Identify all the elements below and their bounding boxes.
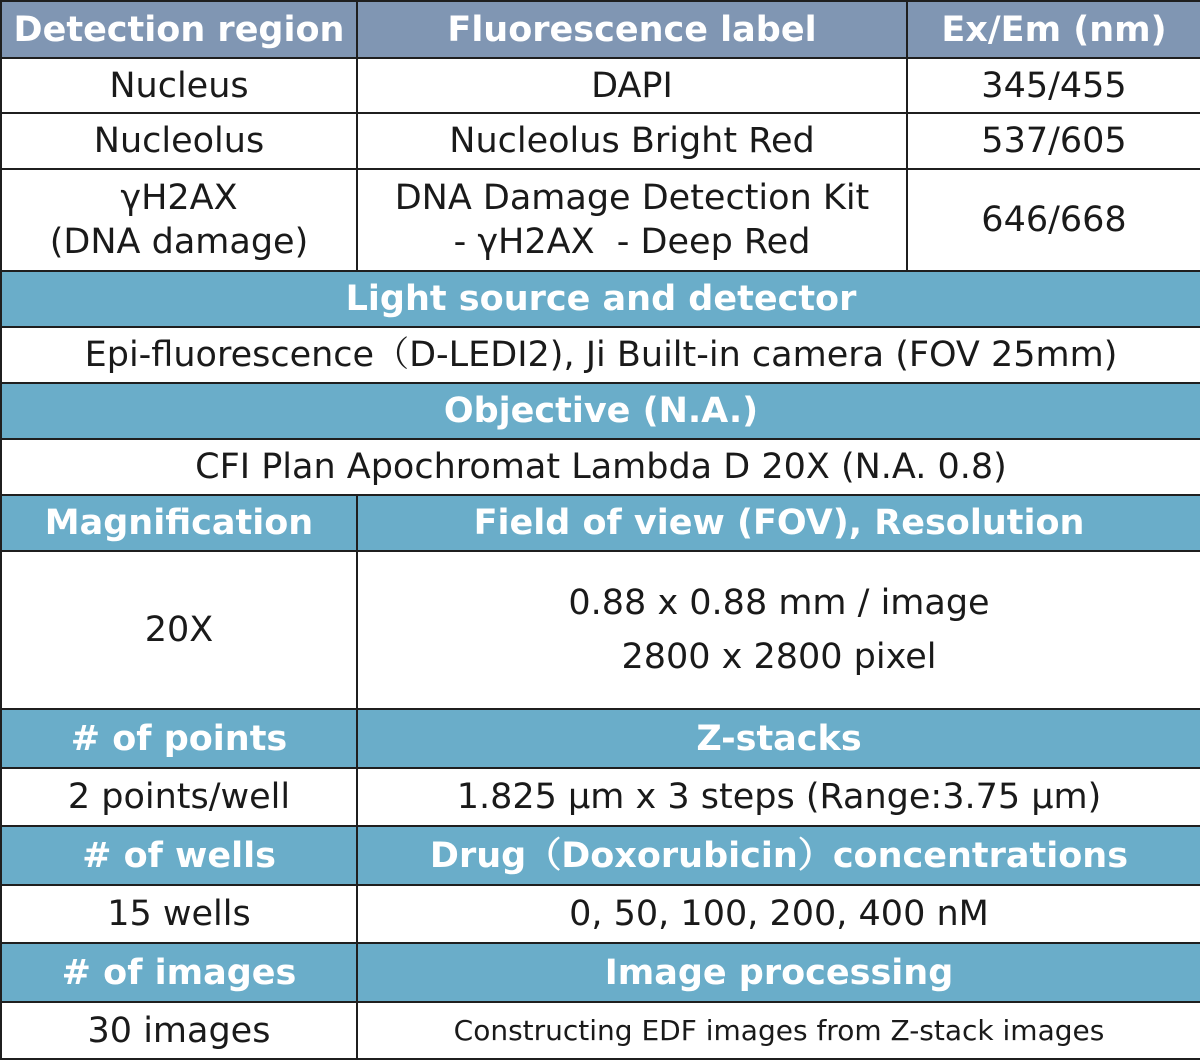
images-header-row: [1, 943, 1200, 1002]
region-line-2: (DNA damage): [49, 222, 309, 262]
magnification-header: Magnification: [1, 495, 357, 551]
light-source-value: Epi-fluorescence（D-LEDI2), Ji Built-in camera (FOV 25mm): [1, 327, 1200, 383]
label-cell: Nucleolus Bright Red: [357, 113, 907, 169]
points-header: # of points: [1, 709, 357, 768]
magnification-value: 20X: [1, 551, 357, 709]
points-header-row: [1, 709, 1200, 768]
table-row: [1, 58, 1200, 113]
fov-line-2: 2800 x 2800 pixel: [621, 637, 937, 677]
drug-value: 0, 50, 100, 200, 400 nM: [357, 885, 1200, 943]
processing-value: Constructing EDF images from Z-stack images: [357, 1002, 1200, 1059]
light-source-header: Light source and detector: [1, 271, 1200, 327]
label-cell: [357, 169, 907, 271]
zstacks-value: 1.825 μm x 3 steps (Range:3.75 μm): [357, 768, 1200, 826]
label-line-1: DNA Damage Detection Kit: [394, 178, 870, 218]
detection-region-header: Detection region: [1, 1, 357, 58]
table-row: [1, 885, 1200, 943]
objective-value: CFI Plan Apochromat Lambda D 20X (N.A. 0.8): [1, 439, 1200, 495]
table-row: [1, 113, 1200, 169]
region-cell: [1, 169, 357, 271]
exem-cell: 646/668: [907, 169, 1200, 271]
images-header: # of images: [1, 943, 357, 1002]
table-row: [1, 327, 1200, 383]
table-row: [1, 439, 1200, 495]
processing-header: Image processing: [357, 943, 1200, 1002]
light-source-header-row: [1, 271, 1200, 327]
table-row: [1, 551, 1200, 709]
wells-value: 15 wells: [1, 885, 357, 943]
images-value: 30 images: [1, 1002, 357, 1059]
region-line-1: γH2AX: [120, 178, 238, 218]
drug-header: Drug（Doxorubicin）concentrations: [357, 826, 1200, 885]
fov-header: Field of view (FOV), Resolution: [357, 495, 1200, 551]
label-line-2: - γH2AX - Deep Red: [453, 222, 811, 262]
ex-em-header: Ex/Em (nm): [907, 1, 1200, 58]
zstacks-header: Z-stacks: [357, 709, 1200, 768]
wells-header-row: [1, 826, 1200, 885]
table-row: [1, 169, 1200, 271]
fov-line-1: 0.88 x 0.88 mm / image: [568, 583, 990, 623]
objective-header-row: [1, 383, 1200, 439]
exem-cell: 537/605: [907, 113, 1200, 169]
detection-header-row: [1, 1, 1200, 58]
exem-cell: 345/455: [907, 58, 1200, 113]
wells-header: # of wells: [1, 826, 357, 885]
objective-header: Objective (N.A.): [1, 383, 1200, 439]
fluorescence-label-header: Fluorescence label: [357, 1, 907, 58]
table-row: [1, 768, 1200, 826]
magnification-header-row: [1, 495, 1200, 551]
region-cell: Nucleus: [1, 58, 357, 113]
region-cell: Nucleolus: [1, 113, 357, 169]
table-row: [1, 1002, 1200, 1059]
fov-value: [357, 551, 1200, 709]
points-value: 2 points/well: [1, 768, 357, 826]
label-cell: DAPI: [357, 58, 907, 113]
